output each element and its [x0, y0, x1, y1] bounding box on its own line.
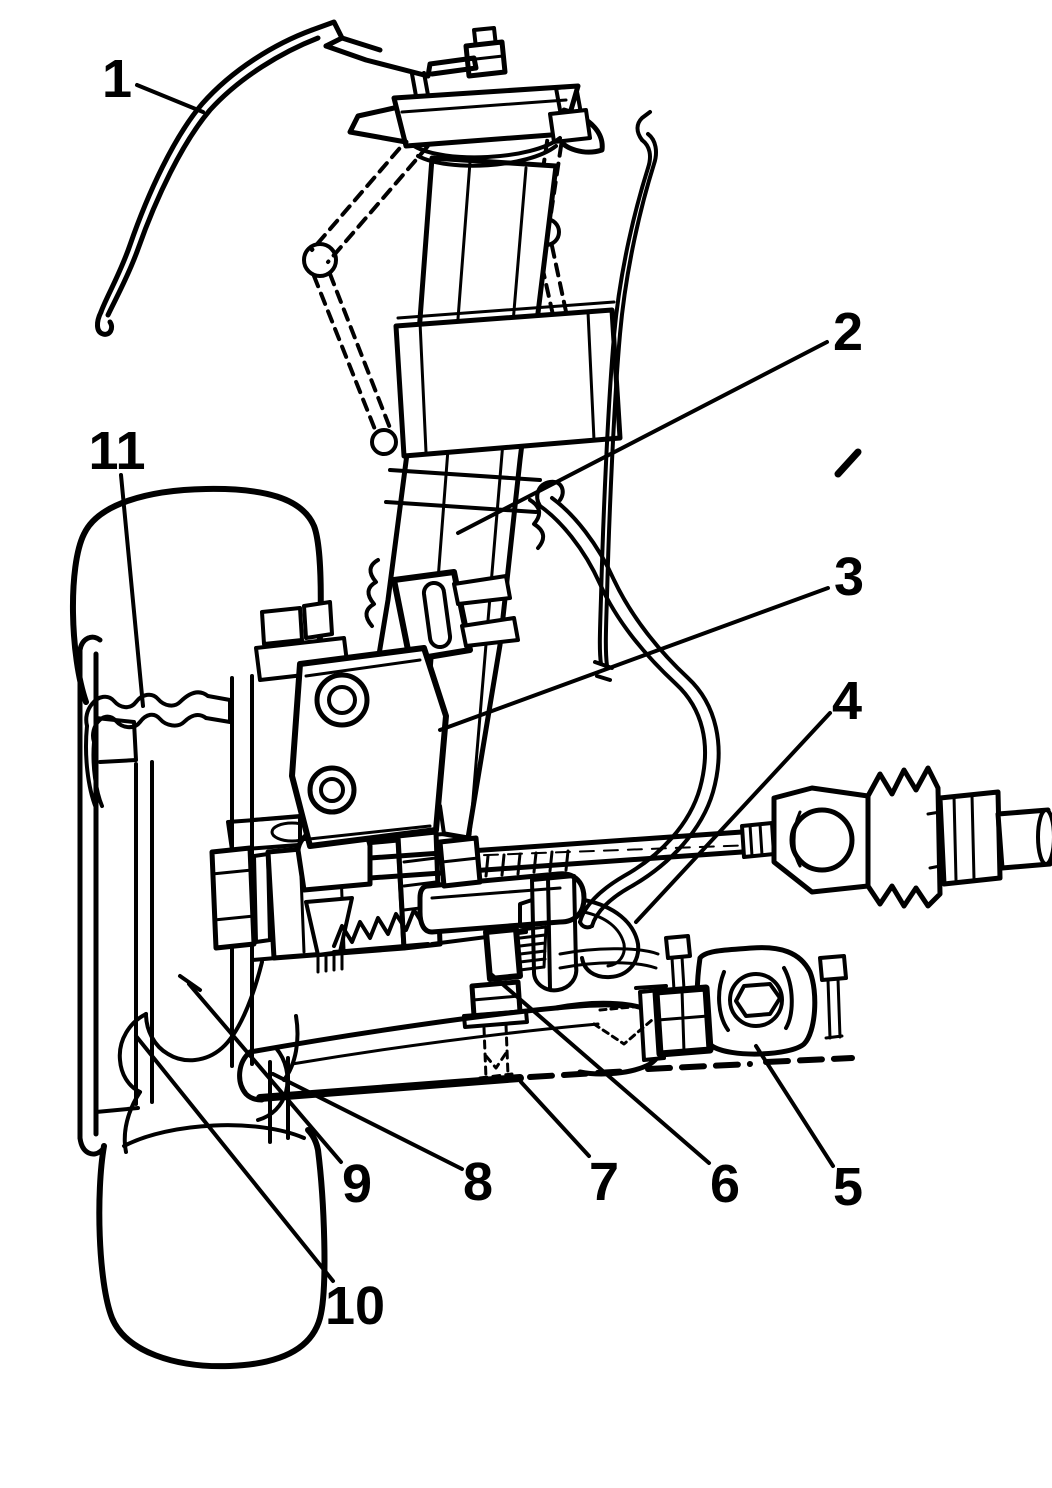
callout-label-6: 6: [709, 1154, 741, 1214]
callout-leader-10: [136, 1036, 333, 1281]
callout-leader-9: [189, 984, 341, 1162]
callout-label-11: 11: [88, 421, 146, 481]
callout-label-4: 4: [831, 671, 863, 731]
callout-label-5: 5: [832, 1157, 864, 1217]
strut-upper-mount: [350, 28, 602, 166]
brake-pipe: [97, 22, 476, 334]
callout-label-9: 9: [341, 1154, 373, 1214]
callout-label-8: 8: [462, 1152, 494, 1212]
callout-label-2: 2: [832, 302, 864, 362]
callout-leader-1: [137, 85, 203, 112]
callout-label-1: 1: [101, 49, 133, 109]
callout-label-7: 7: [588, 1152, 620, 1212]
strut-knuckle-bracket: [292, 648, 446, 846]
callout-label-3: 3: [833, 547, 865, 607]
callout-leader-7: [521, 1082, 589, 1156]
brake-hose-wheel: [86, 692, 230, 808]
callout-leader-5: [756, 1046, 833, 1166]
mount-bracket: [656, 936, 846, 1054]
callout-leader-11: [121, 475, 143, 706]
callout-label-10: 10: [324, 1276, 386, 1336]
